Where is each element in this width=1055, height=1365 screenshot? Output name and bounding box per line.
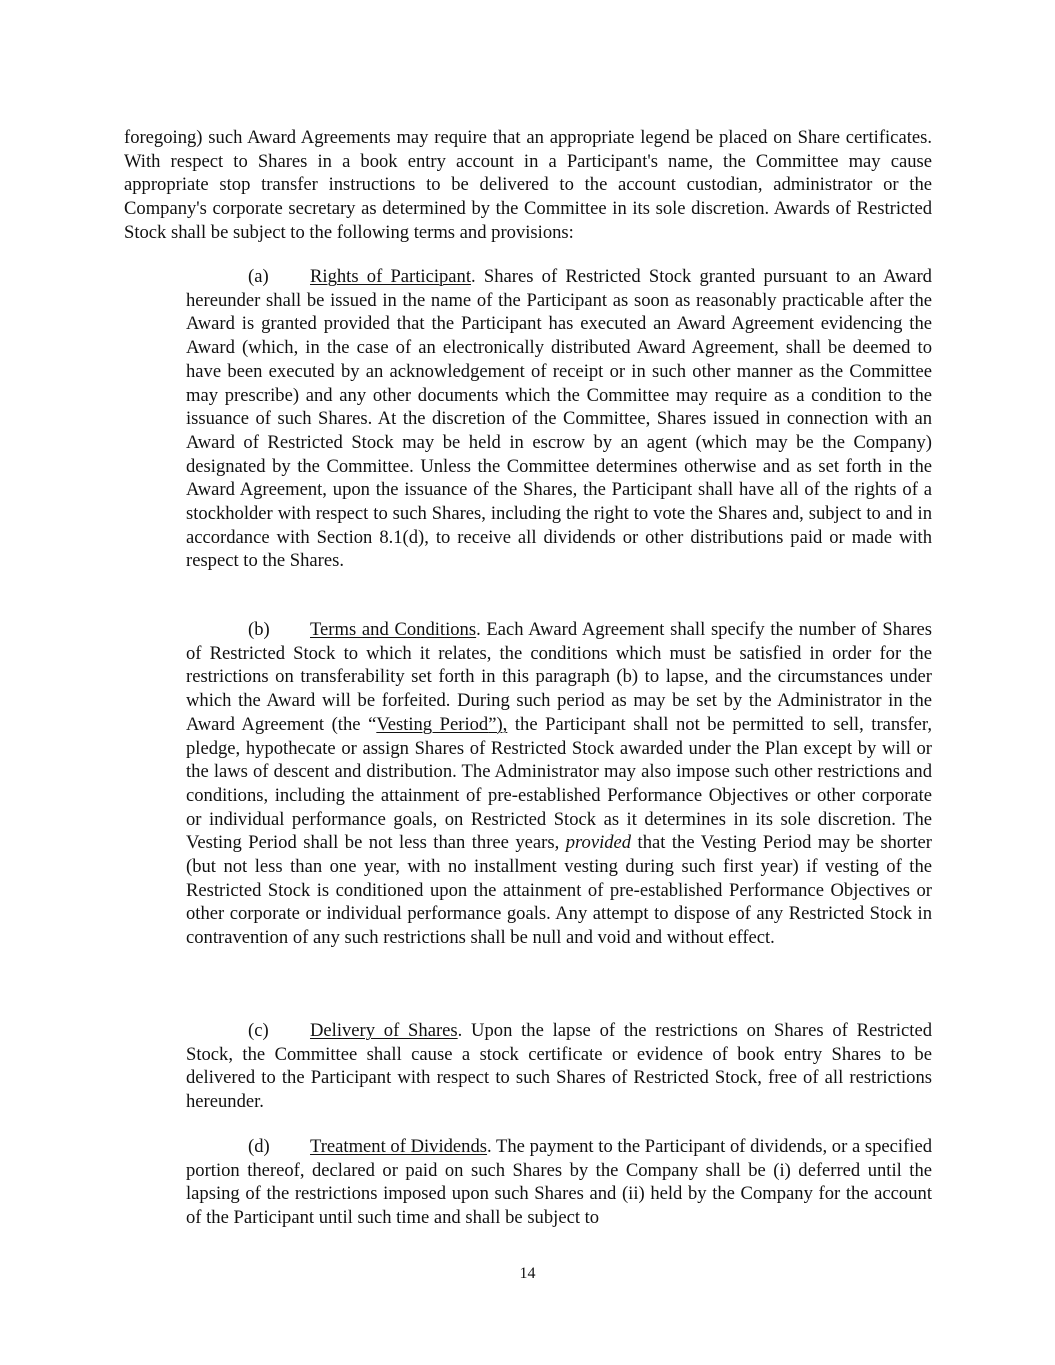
section-b-number: (b) xyxy=(248,619,270,640)
section-d-body: . The payment to the Participant of dividends, or a specified portion thereof, declared or paid on such Shares by the Company shall be (i) deferred until the lapsing of the restrictions imposed upon such Shares and (ii) held by the Company for the account of the Participant until such time and shall be subject to xyxy=(186,1136,932,1229)
section-b-body-1: . Each Award Agreement shall specify the number of Shares of Restricted Stock to which it relates, the conditions which must be satisfied in order for the restrictions on transferability set forth in this paragraph (b) to lapse, and the circumstances under which the Award will be forfeited. During such period as may be set by the Administrator in the Award Agreement (the “ xyxy=(186,619,933,735)
vesting-period-term: Vesting Period xyxy=(376,713,489,735)
section-a-body: . Shares of Restricted Stock granted pursuant to an Award hereunder shall be issued in the name of the Participant as soon as reasonably practicable after the Award is granted provided that the Participant has executed an Award Agreement evidencing the Award (which, in the case of an electronically distributed Award Agreement, shall be deemed to have been executed by an acknowledgement of receipt or in such other manner as the Committee may prescribe) and any other documents which the Committee may require as a condition to the issuance of such Shares. At the discretion of the Committee, Shares issued in connection with an Award of Restricted Stock may be held in escrow by an agent (which may be the Company) designated by the Committee. Unless the Committee determines otherwise and as set forth in the Award Agreement, upon the issuance of the Shares, the Participant shall have all of the rights of a stockholder with respect to such Shares, including the right to vote the Shares and, subject to and in accordance with Section 8.1(d), to receive all dividends or other distributions paid or made with respect to the Shares. xyxy=(186,266,932,572)
section-d-paragraph xyxy=(186,1135,932,1230)
section-c-paragraph xyxy=(186,1019,932,1114)
section-b-body-3: the Participant shall not be permitted to sell, transfer, pledge, hypothecate or assign Shares of Restricted Stock awarded under the Plan except by will or the laws of descent and distribution. The Administrator may also impose such other restrictions and conditions, including the attainment of pre-established Performance Objectives or other corporate or individual performance goals, on Restricted Stock as it determines in its sole discretion. The Vesting Period shall be not less than three years, xyxy=(186,713,932,854)
intro-paragraph: foregoing) such Award Agreements may require that an appropriate legend be placed on Share certificates. With respect to Shares in a book entry account in a Participant's name, the Committee may cause appropriate stop transfer instructions to be delivered to the account custodian, administrator or the Company's corporate secretary as determined by the Committee in its sole discretion. Awards of Restricted Stock shall be subject to the following terms and provisions: xyxy=(124,127,932,243)
section-a-number: (a) xyxy=(248,266,269,287)
section-c-number: (c) xyxy=(248,1020,269,1041)
provided-emphasis: provided xyxy=(565,832,632,854)
page-number: 14 xyxy=(519,1265,536,1282)
section-a-heading: Rights of Participant xyxy=(310,266,472,287)
section-b-body-2: ”), xyxy=(488,713,508,735)
section-d-heading: Treatment of Dividends xyxy=(310,1136,488,1157)
section-b-paragraph xyxy=(186,618,932,950)
section-b-body-4: that the Vesting Period may be shorter (but not less than one year, with no installment vesting during such first year) if vesting of the Restricted Stock is conditioned upon the attainment of pre-established Performance Objectives or other corporate or individual performance goals. Any attempt to dispose of any Restricted Stock in contravention of any such restrictions shall be null and void and without effect. xyxy=(186,832,933,949)
section-b-heading: Terms and Conditions xyxy=(310,619,477,640)
section-c-body: . Upon the lapse of the restrictions on Shares of Restricted Stock, the Committee shall cause a stock certificate or evidence of book entry Shares to be delivered to the Participant with respect to such Shares of Restricted Stock, free of all restrictions hereunder. xyxy=(186,1020,932,1113)
section-a-paragraph xyxy=(186,265,932,573)
section-c-heading: Delivery of Shares xyxy=(310,1020,458,1041)
section-d-number: (d) xyxy=(248,1136,270,1157)
